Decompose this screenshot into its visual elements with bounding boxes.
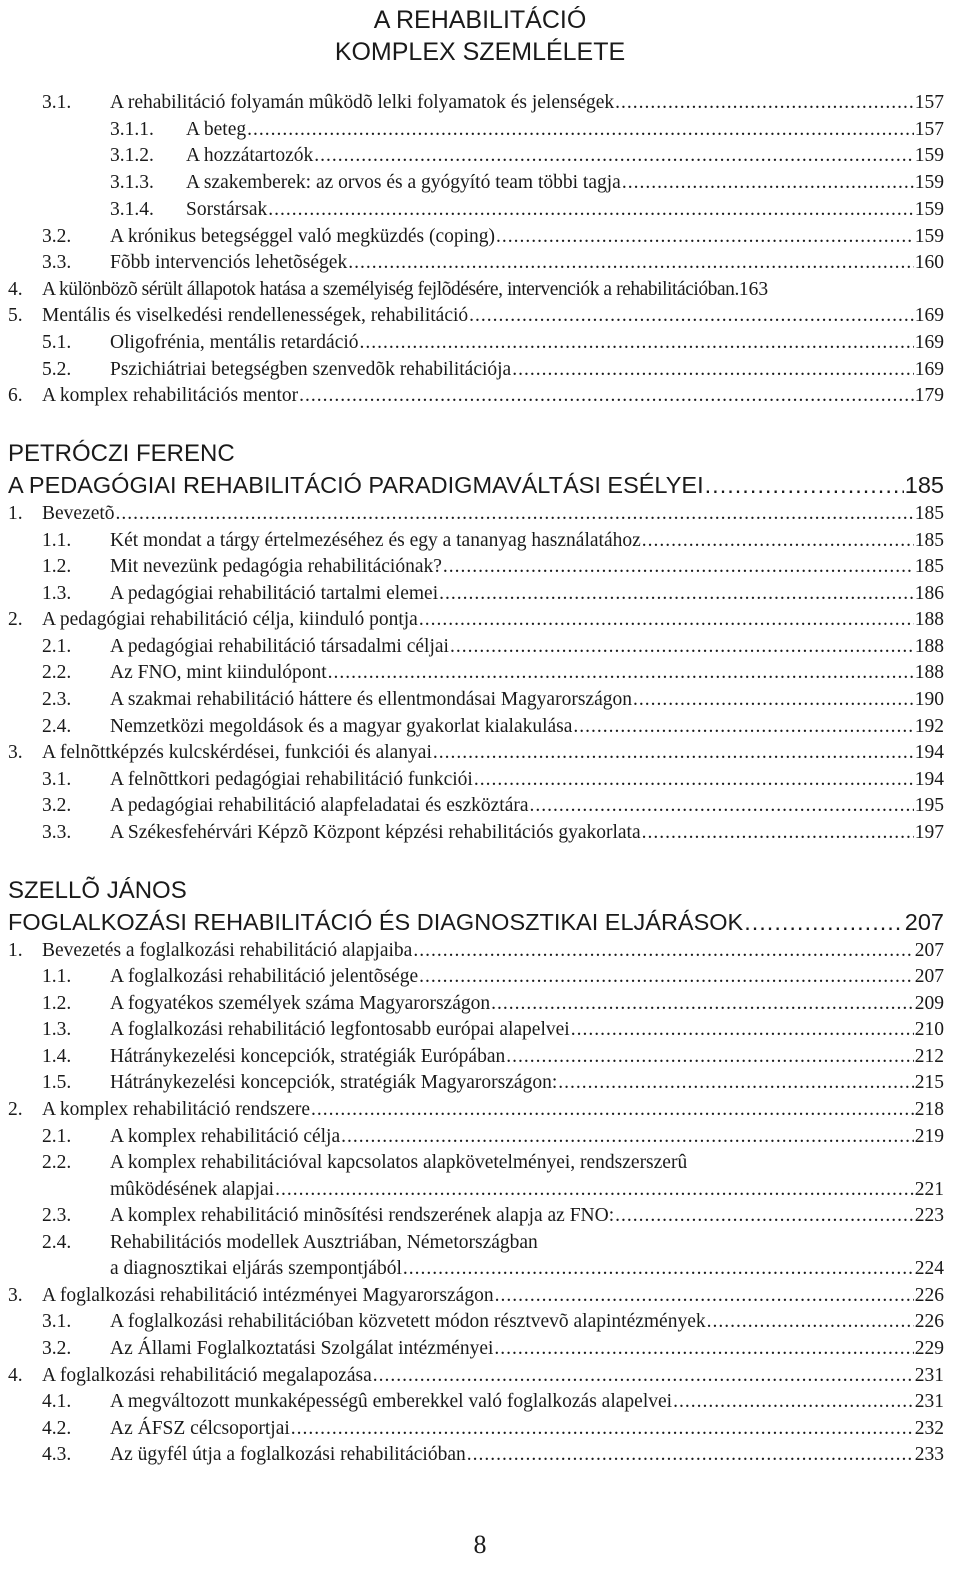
- dot-leader: [373, 1362, 914, 1389]
- toc-entry[interactable]: 3. A felnõttképzés kulcskérdései, funkciói és alanyai ..... 194: [0, 739, 960, 766]
- dot-leader: [705, 469, 904, 501]
- dot-leader: [360, 329, 914, 356]
- toc-entry[interactable]: 2.4. Nemzetközi megoldások és a magyar gyakorlat kialakulása ..... 192: [0, 713, 960, 740]
- dot-leader: [413, 937, 913, 964]
- dot-leader: [419, 963, 914, 990]
- toc-entry[interactable]: 5.1. Oligofrénia, mentális retardáció ..... 169: [0, 329, 960, 356]
- dot-leader: [474, 766, 914, 793]
- toc-entry[interactable]: 1.2. Mit nevezünk pedagógia rehabilitációnak? ..... 185: [0, 553, 960, 580]
- toc-entry[interactable]: 1. Bevezetés a foglalkozási rehabilitáció alapjaiba ..... 207: [0, 937, 960, 964]
- toc-entry[interactable]: 1.1. A foglalkozási rehabilitáció jelentõsége ..... 207: [0, 963, 960, 990]
- toc-entry[interactable]: 4. A különbözõ sérült állapotok hatása a személyiség fejlõdésére, intervenciók a rehabilitációban. 163: [8, 279, 769, 300]
- dot-leader: [469, 302, 914, 329]
- toc-entry[interactable]: 1. Bevezetõ ..... 185: [0, 500, 960, 527]
- dot-leader: [328, 659, 914, 686]
- toc-entry[interactable]: 1.3. A pedagógiai rehabilitáció tartalmi elemei ..... 186: [0, 580, 960, 607]
- chapter-heading-line2: KOMPLEX SZEMLÉLETE: [334, 38, 626, 66]
- dot-leader: [615, 1202, 914, 1229]
- dot-leader: [275, 1176, 914, 1203]
- dot-leader: [433, 739, 914, 766]
- toc-entry[interactable]: 3.1. A rehabilitáció folyamán mûködõ lelki folyamatok és jelenségek ..... 157: [0, 89, 960, 116]
- toc-entry[interactable]: 2.2. Az FNO, mint kiindulópont ..... 188: [0, 659, 960, 686]
- section-author: SZELLÕ JÁNOS: [8, 877, 187, 904]
- dot-leader: [512, 356, 914, 383]
- toc-entry[interactable]: 6. A komplex rehabilitációs mentor ..... 179: [0, 382, 960, 409]
- toc-entry[interactable]: 3.1. A felnõttkori pedagógiai rehabilitáció funkciói ..... 194: [0, 766, 960, 793]
- toc-entry[interactable]: 2.3. A szakmai rehabilitáció háttere és ellentmondásai Magyarországon ..... 190: [0, 686, 960, 713]
- dot-leader: [299, 382, 914, 409]
- dot-leader: [642, 527, 914, 554]
- section-title-entry[interactable]: A PEDAGÓGIAI REHABILITÁCIÓ PARADIGMAVÁLTÁSI ESÉLYEI ..... 185: [0, 469, 960, 501]
- dot-leader: [633, 686, 914, 713]
- toc-entry[interactable]: 5. Mentális és viselkedési rendellenességek, rehabilitáció ..... 169: [0, 302, 960, 329]
- dot-leader: [496, 223, 914, 250]
- toc-entry[interactable]: 3.1.4. Sorstársak ..... 159: [0, 196, 960, 223]
- toc-entry[interactable]: 4. A foglalkozási rehabilitáció megalapozása ..... 231: [0, 1362, 960, 1389]
- toc-entry-continuation[interactable]: mûködésének alapjai ..... 221: [0, 1176, 960, 1203]
- dot-leader: [495, 1282, 914, 1309]
- dot-leader: [314, 142, 914, 169]
- dot-leader: [403, 1255, 914, 1282]
- dot-leader: [530, 792, 914, 819]
- toc-entry[interactable]: 3.1.3. A szakemberek: az orvos és a gyógyító team többi tagja ..... 159: [0, 169, 960, 196]
- toc-entry[interactable]: 2.1. A komplex rehabilitáció célja ..... 219: [0, 1123, 960, 1150]
- dot-leader: [341, 1123, 914, 1150]
- page-number: 8: [473, 1530, 487, 1559]
- dot-leader: [622, 169, 914, 196]
- toc-entry[interactable]: 3.1. A foglalkozási rehabilitációban közvetett módon résztvevõ alapintézmények ..... 226: [0, 1308, 960, 1335]
- toc-entry[interactable]: 1.1. Két mondat a tárgy értelmezéséhez és egy a tananyag használatához ..... 185: [0, 527, 960, 554]
- toc-entry[interactable]: 1.5. Hátránykezelési koncepciók, stratégiák Magyarországon: ..... 215: [0, 1069, 960, 1096]
- toc-entry[interactable]: 1.3. A foglalkozási rehabilitáció legfontosabb európai alapelvei ..... 210: [0, 1016, 960, 1043]
- dot-leader: [450, 633, 914, 660]
- toc-entry-continuation[interactable]: a diagnosztikai eljárás szempontjából ..... 224: [0, 1255, 960, 1282]
- toc-entry[interactable]: 3.3. A Székesfehérvári Képzõ Központ képzési rehabilitációs gyakorlata ..... 197: [0, 819, 960, 846]
- section-author: PETRÓCZI FERENC: [8, 440, 235, 467]
- toc-entry[interactable]: 3.1.1. A beteg ..... 157: [0, 116, 960, 143]
- dot-leader: [419, 606, 914, 633]
- toc-entry[interactable]: 3.1.2. A hozzátartozók ..... 159: [0, 142, 960, 169]
- toc-entry[interactable]: 2. A pedagógiai rehabilitáció célja, kiinduló pontja ..... 188: [0, 606, 960, 633]
- dot-leader: [642, 819, 914, 846]
- dot-leader: [291, 1415, 914, 1442]
- toc-entry[interactable]: 3.2. A pedagógiai rehabilitáció alapfeladatai és eszköztára ..... 195: [0, 792, 960, 819]
- dot-leader: [443, 553, 914, 580]
- dot-leader: [439, 580, 914, 607]
- dot-leader: [744, 906, 904, 938]
- toc-entry[interactable]: 2.4. Rehabilitációs modellek Ausztriában, Németországban: [42, 1232, 538, 1253]
- toc-entry[interactable]: 1.2. A fogyatékos személyek száma Magyarországon ..... 209: [0, 990, 960, 1017]
- toc-entry[interactable]: 5.2. Pszichiátriai betegségben szenvedõk rehabilitációja ..... 169: [0, 356, 960, 383]
- dot-leader: [615, 89, 914, 116]
- section-title-entry[interactable]: FOGLALKOZÁSI REHABILITÁCIÓ ÉS DIAGNOSZTIKAI ELJÁRÁSOK ..... 207: [0, 906, 960, 938]
- dot-leader: [268, 196, 914, 223]
- dot-leader: [673, 1388, 914, 1415]
- toc-entry[interactable]: 2. A komplex rehabilitáció rendszere ..... 218: [0, 1096, 960, 1123]
- dot-leader: [573, 713, 913, 740]
- toc-entry[interactable]: 3.2. A krónikus betegséggel való megküzdés (coping) ..... 159: [0, 223, 960, 250]
- dot-leader: [571, 1016, 914, 1043]
- dot-leader: [467, 1441, 914, 1468]
- toc-entry[interactable]: 4.1. A megváltozott munkaképességû emberekkel való foglalkozás alapelvei ..... 231: [0, 1388, 960, 1415]
- dot-leader: [491, 990, 914, 1017]
- dot-leader: [247, 116, 914, 143]
- toc-entry[interactable]: 2.2. A komplex rehabilitációval kapcsolatos alapkövetelményei, rendszerszerû: [42, 1152, 688, 1173]
- toc-entry[interactable]: 3. A foglalkozási rehabilitáció intézményei Magyarországon ..... 226: [0, 1282, 960, 1309]
- dot-leader: [116, 500, 914, 527]
- dot-leader: [506, 1043, 914, 1070]
- dot-leader: [707, 1308, 914, 1335]
- chapter-heading-line1: A REHABILITÁCIÓ: [373, 6, 587, 34]
- dot-leader: [494, 1335, 913, 1362]
- chapter-heading: [0, 4, 960, 68]
- toc-entry[interactable]: 2.3. A komplex rehabilitáció minõsítési rendszerének alapja az FNO: ..... 223: [0, 1202, 960, 1229]
- dot-leader: [311, 1096, 914, 1123]
- toc-entry[interactable]: 3.2. Az Állami Foglalkoztatási Szolgálat intézményei ..... 229: [0, 1335, 960, 1362]
- toc-entry[interactable]: 3.3. Fõbb intervenciós lehetõségek ..... 160: [0, 249, 960, 276]
- toc-entry[interactable]: 4.3. Az ügyfél útja a foglalkozási rehabilitációban ..... 233: [0, 1441, 960, 1468]
- toc-entry[interactable]: 2.1. A pedagógiai rehabilitáció társadalmi céljai ..... 188: [0, 633, 960, 660]
- toc-entry[interactable]: 1.4. Hátránykezelési koncepciók, stratégiák Európában ..... 212: [0, 1043, 960, 1070]
- toc-entry[interactable]: 4.2. Az ÁFSZ célcsoportjai ..... 232: [0, 1415, 960, 1442]
- dot-leader: [558, 1069, 914, 1096]
- dot-leader: [348, 249, 914, 276]
